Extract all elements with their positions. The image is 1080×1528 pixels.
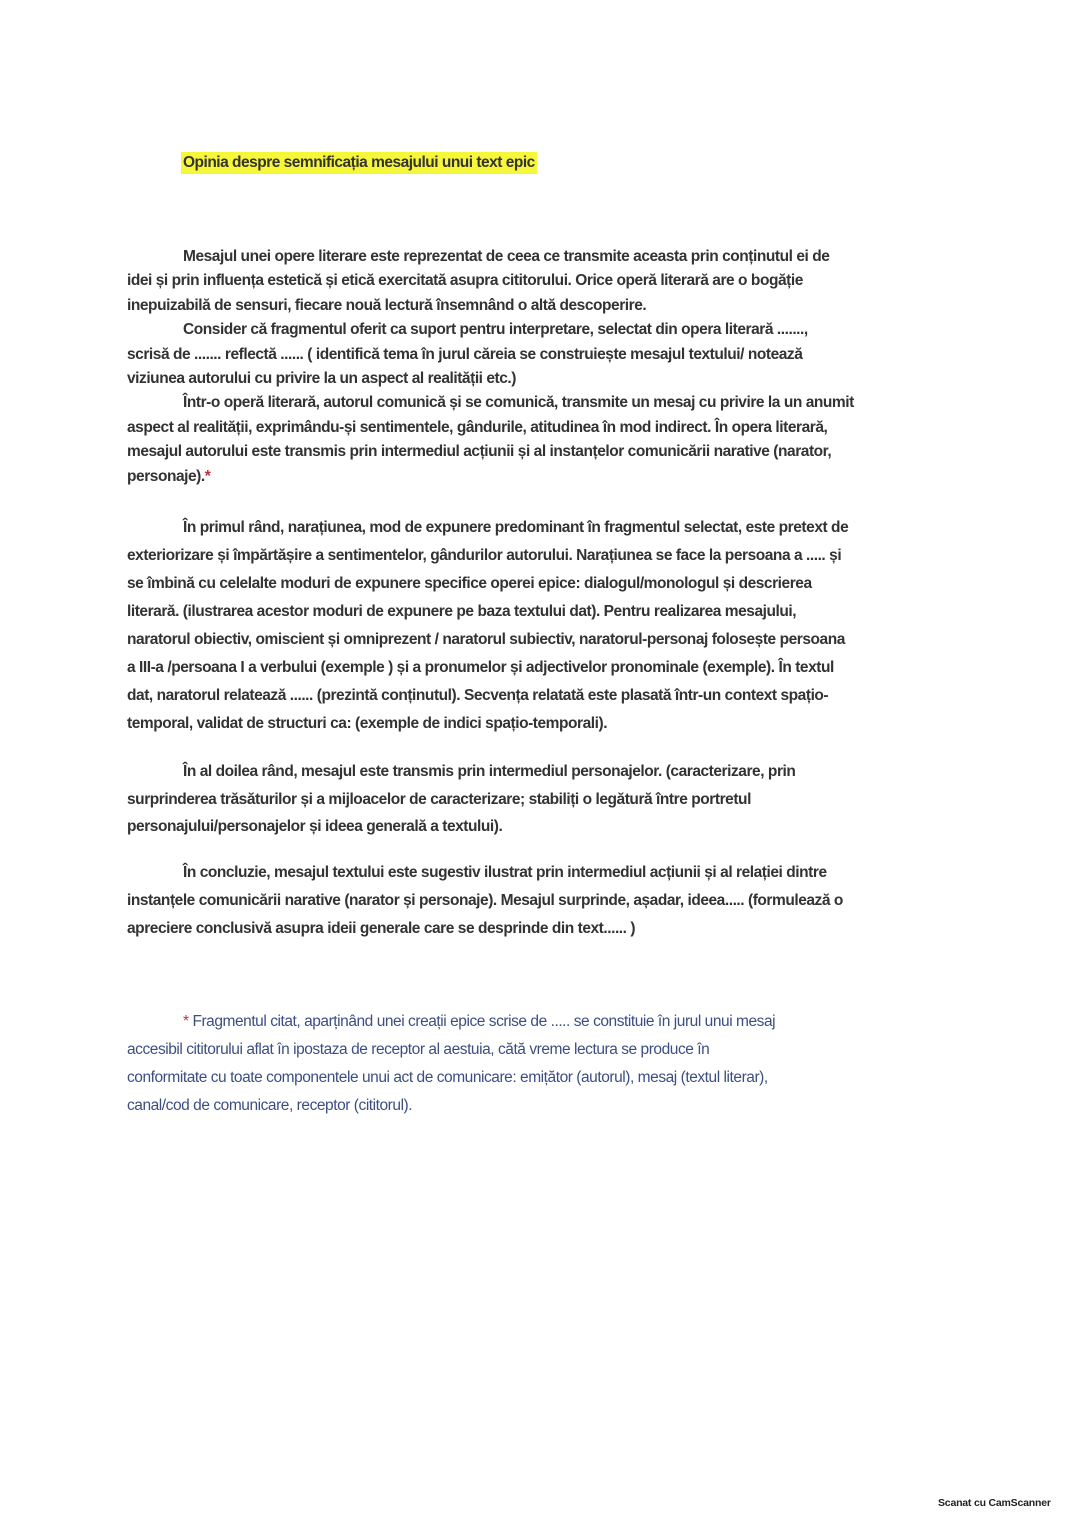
text-line: a III-a /persoana I a verbului (exemple ) și a pronumelor și adjectivelor pronominale (exemple). În textul <box>127 659 834 676</box>
text-line: aspect al realității, exprimându-și sentimentele, gândurile, atitudinea în mod indirect. În opera literară, <box>127 418 828 436</box>
text-line: temporal, validat de structuri ca: (exemple de indici spațio-temporali). <box>127 715 608 732</box>
paragraph-narration <box>127 514 957 738</box>
text-line: scrisă de ....... reflectă ...... ( identifică tema în jurul căreia se construiește mesajul textului/ notează <box>127 345 803 363</box>
text-line: idei și prin influența estetică și etică exercitată asupra cititorului. Orice operă literară are o bogăție <box>127 272 803 290</box>
text-line: conformitate cu toate componentele unui act de comunicare: emițător (autorul), mesaj (textul literar), <box>127 1069 768 1086</box>
text-line: instanțele comunicării narative (narator și personaje). Mesajul surprinde, așadar, ideea..... (formulează o <box>127 892 843 909</box>
text-line: În al doilea rând, mesajul este transmis prin intermediul personajelor. (caracterizare, prin <box>183 763 796 780</box>
text-fragment: personaje). <box>127 467 205 485</box>
text-line <box>127 465 957 489</box>
text-line: Mesajul unei opere literare este reprezentat de ceea ce transmite aceasta prin conținutul ei de <box>183 248 830 265</box>
paragraph-characters <box>127 758 957 841</box>
scanner-watermark: Scanat cu CamScanner <box>938 1497 1051 1509</box>
footnote-marker: * <box>183 1013 189 1030</box>
text-line: naratorul obiectiv, omiscient și omniprezent / naratorul subiectiv, naratorul-personaj folosește persoana <box>127 631 845 648</box>
document-title: Opinia despre semnificația mesajului unui text epic <box>181 152 537 174</box>
text-line: personajului/personajelor și ideea generală a textului). <box>127 818 503 836</box>
text-line: În primul rând, narațiunea, mod de expunere predominant în fragmentul selectat, este pretext de <box>183 519 849 536</box>
footnote-marker: * <box>204 467 211 485</box>
text-line: surprinderea trăsăturilor și a mijloacelor de caracterizare; stabiliți o legătură între portretul <box>127 790 751 808</box>
text-line: accesibil cititorului aflat în ipostaza de receptor al aestuia, cătă vreme lectura se produce în <box>127 1041 710 1058</box>
footnote <box>127 1008 957 1120</box>
text-line <box>127 1008 957 1036</box>
text-line: mesajul autorului este transmis prin intermediul acțiunii și al instanțelor comunicării narative (narator, <box>127 443 832 461</box>
text-line: dat, naratorul relatează ...... (prezintă conținutul). Secvența relatată este plasată într-un context spațio- <box>127 687 829 704</box>
text-line: În concluzie, mesajul textului este sugestiv ilustrat prin intermediul acțiunii și al relației dintre <box>183 864 827 881</box>
text-line: canal/cod de comunicare, receptor (cititorul). <box>127 1097 413 1114</box>
text-fragment: Fragmentul citat, aparținând unei creații epice scrise de ..... se constituie în jurul unui mesaj <box>188 1013 776 1030</box>
text-line: viziunea autorului cu privire la un aspect al realității etc.) <box>127 370 517 388</box>
text-line: literară. (ilustrarea acestor moduri de expunere pe baza textului dat). Pentru realizarea mesajului, <box>127 603 797 620</box>
text-line: inepuizabilă de sensuri, fiecare nouă lectură însemnând o altă descoperire. <box>127 296 647 314</box>
text-line: Într-o operă literară, autorul comunică și se comunică, transmite un mesaj cu privire la un anumit <box>183 394 854 412</box>
text-line: apreciere conclusivă asupra ideii generale care se desprinde din text...... ) <box>127 920 636 937</box>
text-line: Consider că fragmentul oferit ca suport pentru interpretare, selectat din opera literară ......., <box>183 321 808 339</box>
text-line: exteriorizare și împărtășire a sentimentelor, gândurilor autorului. Narațiunea se face la persoana a ..... și <box>127 547 842 564</box>
paragraph-conclusion <box>127 859 957 943</box>
text-line: se îmbină cu celelalte moduri de expunere specifice operei epice: dialogul/monologul și descrierea <box>127 575 812 592</box>
paragraph-introduction <box>127 245 957 489</box>
